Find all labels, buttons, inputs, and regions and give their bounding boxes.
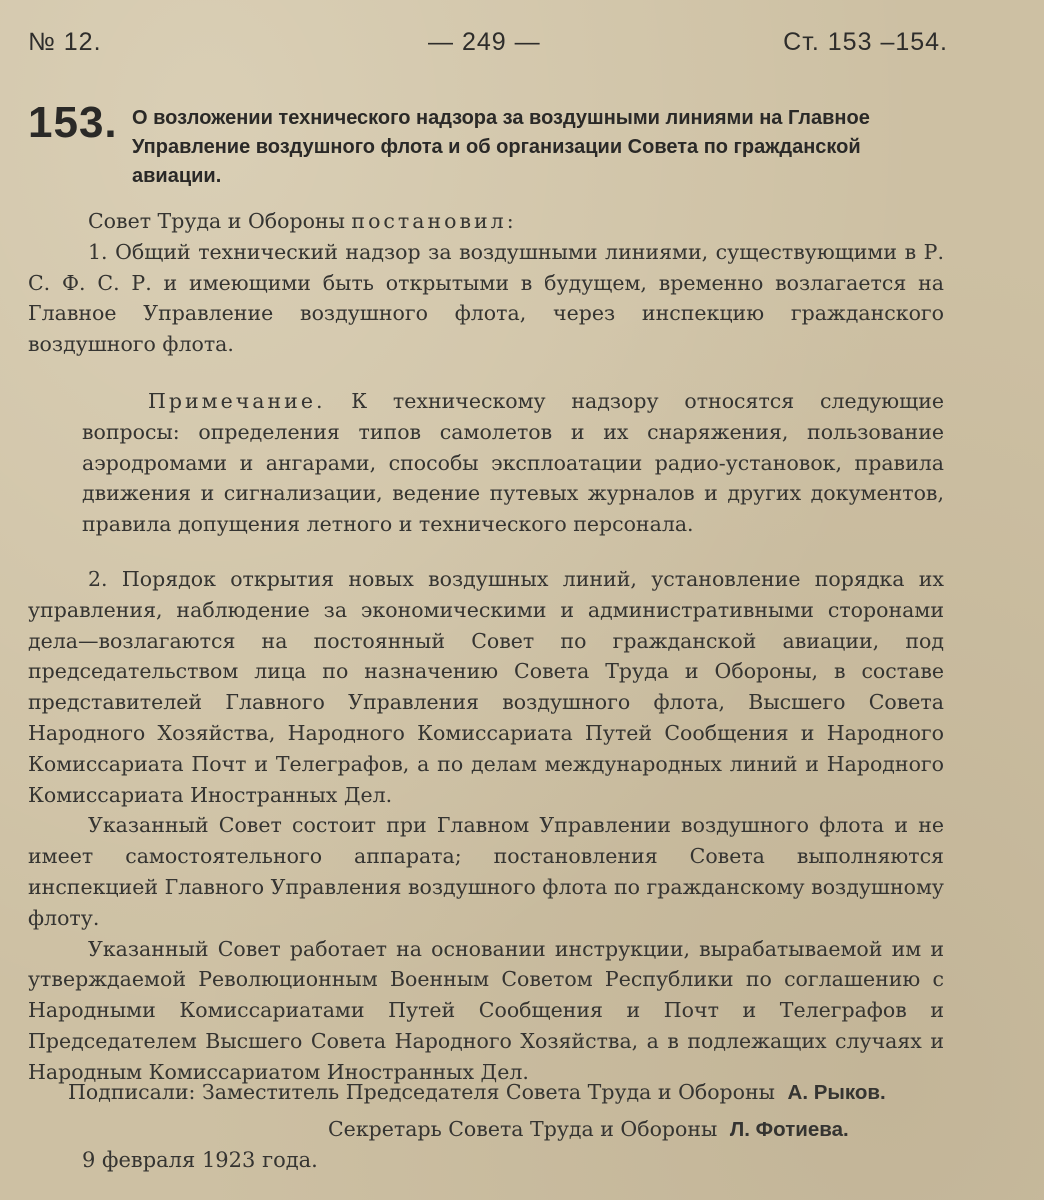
intro-decision: постановил: [351,209,517,233]
intro-line [28,206,944,237]
signature-block [68,1074,948,1148]
note-block [28,386,944,540]
document-body [28,206,944,1088]
paragraph-4: Указанный Совет работает на основании инструкции, вырабатываемой им и утверждаемой Революционным Военным Советом Республики по соглашению с Народными Комиссариатами Путей Сообщения и Почт и Телеграфов и Председателем Высшего Совета Народного Хозяйства, а в подлежащих случаях и Народным Комиссариатом Иностранных Дел. [28,936,944,1084]
signer-1-title: Заместитель Председателя Совета Труда и Обороны [202,1080,775,1104]
article-title: О возложении технического надзора за воздушными линиями на Главное Управление воздушного флота и об организации Совета по гражданской авиации. [132,107,870,187]
signer-1-name: А. Рыков. [787,1081,886,1104]
document-date: 9 февраля 1923 года. [82,1148,318,1172]
paragraph-1: 1. Общий технический надзор за воздушными линиями, существующими в Р. С. Ф. С. Р. и имеющими быть открытыми в будущем, временно возлагается на Главное Управление воздушного флота, через инспекцию гражданского воздушного флота. [28,239,944,357]
page-number: — 249 — [428,28,541,56]
signature-line-2 [68,1111,948,1148]
signer-2-name: Л. Фотиева. [729,1118,849,1141]
signature-line-1 [68,1074,948,1111]
signed-label: Подписали: [68,1080,196,1104]
signer-2-title: Секретарь Совета Труда и Обороны [328,1117,718,1141]
issue-number: № 12. [28,28,102,56]
intro-text: Совет Труда и Обороны [88,209,345,233]
note-text: К техническому надзору относятся следующие вопросы: определения типов самолетов и их снаряжения, пользование аэродромами и ангарами, способы эксплоатации радио-установок, правила движения и сигнализации, ведение путевых журналов и других документов, правила допущения летного и технического персонала. [82,388,944,537]
article-range: Ст. 153 –154. [783,28,948,56]
paragraph-2: 2. Порядок открытия новых воздушных линий, установление порядка их управления, наблюдение за экономическими и административными сторонами дела—возлагаются на постоянный Совет по гражданской авиации, под председательством лица по назначению Совета Труда и Обороны, в составе представителей Главного Управления воздушного флота, Высшего Совета Народного Хозяйства, Народного Комиссариата Путей Сообщения и Народного Комиссариата Почт и Телеграфов, а по делам международных линий и Народного Комиссариата Иностранных Дел. [28,566,944,807]
paragraph-3: Указанный Совет состоит при Главном Управлении воздушного флота и не имеет самостоятельного аппарата; постановления Совета выполняются инспекцией Главного Управления воздушного флота по гражданскому воздушному флоту. [28,813,944,930]
note-label: Примечание. [148,388,326,413]
article-number: 153. [28,98,118,147]
page-header [28,28,948,64]
